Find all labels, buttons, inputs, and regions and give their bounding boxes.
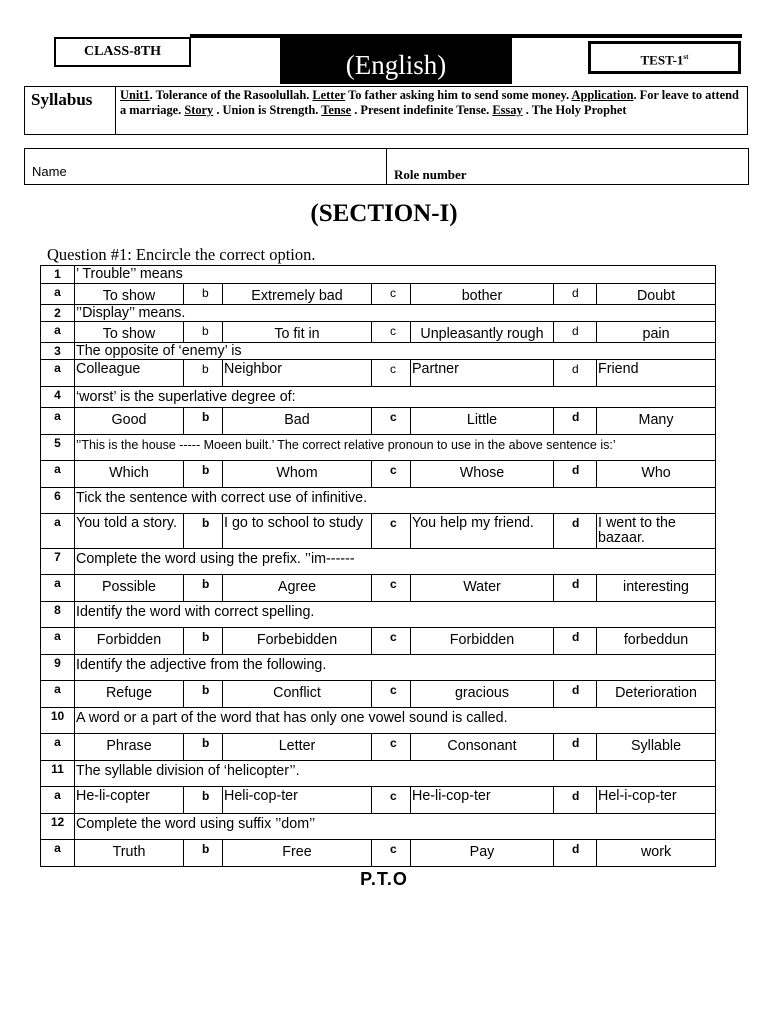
options-row xyxy=(41,628,716,655)
question-text: Tick the sentence with correct use of infinitive. xyxy=(75,488,716,514)
option-a[interactable]: Good xyxy=(75,408,184,435)
question-row xyxy=(41,708,716,734)
question-text: ’’This is the house ----- Moeen built.’ The correct relative pronoun to use in the above sentence is:’ xyxy=(75,435,716,461)
syllabus-tense: Tense xyxy=(321,103,352,117)
question-heading: Question #1: Encircle the correct option. xyxy=(47,245,316,264)
option-b[interactable]: Bad xyxy=(223,408,372,435)
question-number: 6 xyxy=(41,488,75,514)
option-a[interactable]: Refuge xyxy=(75,681,184,708)
option-c[interactable]: Little xyxy=(411,408,554,435)
option-a[interactable]: To show xyxy=(75,284,184,305)
option-letter-d: d xyxy=(554,681,597,708)
questions-table xyxy=(40,265,716,867)
section-title: (SECTION-I) xyxy=(310,200,458,227)
question-row xyxy=(41,266,716,284)
question-number: 8 xyxy=(41,602,75,628)
syllabus-part: To father asking him to send some money. xyxy=(345,88,572,102)
question-row xyxy=(41,655,716,681)
option-d[interactable]: forbeddun xyxy=(597,628,716,655)
option-d[interactable]: work xyxy=(597,840,716,867)
option-b[interactable]: Agree xyxy=(223,575,372,602)
question-text: ‘worst’ is the superlative degree of: xyxy=(75,387,716,408)
question-row xyxy=(41,305,716,322)
question-row xyxy=(41,488,716,514)
option-c[interactable]: Pay xyxy=(411,840,554,867)
option-letter-c: c xyxy=(372,681,411,708)
class-label: CLASS-8TH xyxy=(54,37,191,67)
question-text: ’’Display’’ means. xyxy=(75,305,716,322)
syllabus-text xyxy=(120,88,745,118)
option-d[interactable]: Many xyxy=(597,408,716,435)
option-b[interactable]: To fit in xyxy=(223,322,372,343)
option-c[interactable]: Partner xyxy=(411,360,554,387)
syllabus-letter: Letter xyxy=(312,88,346,102)
option-letter-a: a xyxy=(41,575,75,602)
option-letter-a: a xyxy=(41,840,75,867)
syllabus-story: Story xyxy=(184,103,214,117)
option-letter-b: b xyxy=(184,840,223,867)
option-letter-a: a xyxy=(41,514,75,549)
option-d[interactable]: Friend xyxy=(597,360,716,387)
student-info-box xyxy=(24,148,749,185)
option-b[interactable]: Extremely bad xyxy=(223,284,372,305)
student-info-divider xyxy=(386,149,387,184)
question-text: Identify the adjective from the following. xyxy=(75,655,716,681)
option-c[interactable]: He-li-cop-ter xyxy=(411,787,554,814)
option-b[interactable]: Heli-cop-ter xyxy=(223,787,372,814)
question-text: ’ Trouble’’ means xyxy=(75,266,716,284)
question-number: 7 xyxy=(41,549,75,575)
option-b[interactable]: Neighbor xyxy=(223,360,372,387)
option-c[interactable]: bother xyxy=(411,284,554,305)
option-letter-a: a xyxy=(41,360,75,387)
question-row xyxy=(41,814,716,840)
question-number: 12 xyxy=(41,814,75,840)
option-a[interactable]: To show xyxy=(75,322,184,343)
option-letter-d: d xyxy=(554,840,597,867)
syllabus-part: . The Holy Prophet xyxy=(522,103,627,117)
option-letter-b: b xyxy=(184,408,223,435)
option-d[interactable]: Deterioration xyxy=(597,681,716,708)
options-row xyxy=(41,575,716,602)
option-a[interactable]: Forbidden xyxy=(75,628,184,655)
question-row xyxy=(41,387,716,408)
option-a[interactable]: Colleague xyxy=(75,360,184,387)
option-b[interactable]: Forbebidden xyxy=(223,628,372,655)
option-letter-b: b xyxy=(184,575,223,602)
option-d[interactable]: Doubt xyxy=(597,284,716,305)
option-letter-a: a xyxy=(41,461,75,488)
options-row xyxy=(41,360,716,387)
option-b[interactable]: Free xyxy=(223,840,372,867)
option-c[interactable]: Forbidden xyxy=(411,628,554,655)
question-number: 5 xyxy=(41,435,75,461)
question-text: The syllable division of ‘helicopter’’. xyxy=(75,761,716,787)
option-b[interactable]: Letter xyxy=(223,734,372,761)
option-c[interactable]: Consonant xyxy=(411,734,554,761)
option-letter-d: d xyxy=(554,360,597,387)
option-letter-a: a xyxy=(41,322,75,343)
option-letter-d: d xyxy=(554,461,597,488)
options-row xyxy=(41,322,716,343)
option-letter-d: d xyxy=(554,284,597,305)
question-number: 10 xyxy=(41,708,75,734)
option-letter-d: d xyxy=(554,787,597,814)
option-c[interactable]: Unpleasantly rough xyxy=(411,322,554,343)
option-letter-d: d xyxy=(554,575,597,602)
option-letter-b: b xyxy=(184,360,223,387)
syllabus-part: . Present indefinite Tense. xyxy=(351,103,493,117)
option-c[interactable]: You help my friend. xyxy=(411,514,554,549)
option-letter-c: c xyxy=(372,575,411,602)
name-field[interactable]: Name xyxy=(32,164,67,179)
option-letter-a: a xyxy=(41,408,75,435)
option-a[interactable]: You told a story. xyxy=(75,514,184,549)
subject-title: (English) xyxy=(280,38,512,84)
options-row xyxy=(41,840,716,867)
test-label-text: TEST-1 xyxy=(640,52,684,68)
test-label-sup: st xyxy=(683,53,689,61)
option-a[interactable]: Phrase xyxy=(75,734,184,761)
option-letter-a: a xyxy=(41,787,75,814)
syllabus-label: Syllabus xyxy=(25,87,116,134)
question-text: Identify the word with correct spelling. xyxy=(75,602,716,628)
option-letter-d: d xyxy=(554,628,597,655)
syllabus-part: . For leave to attend a marriage. xyxy=(120,88,739,117)
option-d[interactable]: Hel-i-cop-ter xyxy=(597,787,716,814)
syllabus-part: . Tolerance of the Rasoolullah. xyxy=(149,88,313,102)
option-c[interactable]: Whose xyxy=(411,461,554,488)
option-a[interactable]: Which xyxy=(75,461,184,488)
option-letter-b: b xyxy=(184,322,223,343)
question-number: 4 xyxy=(41,387,75,408)
option-b[interactable]: Conflict xyxy=(223,681,372,708)
option-letter-c: c xyxy=(372,461,411,488)
question-text: A word or a part of the word that has only one vowel sound is called. xyxy=(75,708,716,734)
option-letter-b: b xyxy=(184,681,223,708)
option-c[interactable]: gracious xyxy=(411,681,554,708)
question-number: 2 xyxy=(41,305,75,322)
option-d[interactable]: interesting xyxy=(597,575,716,602)
option-a[interactable]: Truth xyxy=(75,840,184,867)
option-d[interactable]: I went to the bazaar. xyxy=(597,514,716,549)
options-row xyxy=(41,408,716,435)
option-letter-b: b xyxy=(184,461,223,488)
question-row xyxy=(41,602,716,628)
syllabus-application: Application xyxy=(571,88,634,102)
question-row xyxy=(41,343,716,360)
option-d[interactable]: Who xyxy=(597,461,716,488)
option-c[interactable]: Water xyxy=(411,575,554,602)
question-number: 11 xyxy=(41,761,75,787)
option-letter-d: d xyxy=(554,408,597,435)
options-row xyxy=(41,514,716,549)
option-letter-b: b xyxy=(184,284,223,305)
test-label xyxy=(588,41,741,74)
syllabus-part: . Union is Strength. xyxy=(213,103,322,117)
question-number: 9 xyxy=(41,655,75,681)
option-letter-b: b xyxy=(184,787,223,814)
options-row xyxy=(41,461,716,488)
option-letter-c: c xyxy=(372,514,411,549)
syllabus-box xyxy=(24,86,748,135)
option-letter-a: a xyxy=(41,681,75,708)
question-text: The opposite of ‘enemy’ is xyxy=(75,343,716,360)
option-a[interactable]: Possible xyxy=(75,575,184,602)
option-letter-d: d xyxy=(554,514,597,549)
syllabus-unit: Unit1 xyxy=(120,88,150,102)
question-row xyxy=(41,549,716,575)
option-d[interactable]: pain xyxy=(597,322,716,343)
option-letter-c: c xyxy=(372,284,411,305)
option-letter-d: d xyxy=(554,322,597,343)
roll-number-field[interactable]: Role number xyxy=(394,167,467,182)
option-letter-c: c xyxy=(372,408,411,435)
question-number: 3 xyxy=(41,343,75,360)
question-text: Complete the word using the prefix. ’’im------ xyxy=(75,549,716,575)
option-b[interactable]: Whom xyxy=(223,461,372,488)
option-letter-b: b xyxy=(184,734,223,761)
question-number: 1 xyxy=(41,266,75,284)
option-b[interactable]: I go to school to study xyxy=(223,514,372,549)
option-letter-c: c xyxy=(372,322,411,343)
option-letter-c: c xyxy=(372,787,411,814)
options-row xyxy=(41,734,716,761)
option-letter-c: c xyxy=(372,360,411,387)
options-row xyxy=(41,787,716,814)
question-row xyxy=(41,435,716,461)
option-letter-a: a xyxy=(41,628,75,655)
page-turn-note: P.T.O xyxy=(360,869,408,889)
option-d[interactable]: Syllable xyxy=(597,734,716,761)
option-a[interactable]: He-li-copter xyxy=(75,787,184,814)
options-row xyxy=(41,284,716,305)
option-letter-b: b xyxy=(184,514,223,549)
option-letter-a: a xyxy=(41,734,75,761)
option-letter-c: c xyxy=(372,840,411,867)
syllabus-essay: Essay xyxy=(492,103,523,117)
option-letter-c: c xyxy=(372,628,411,655)
option-letter-c: c xyxy=(372,734,411,761)
question-row xyxy=(41,761,716,787)
option-letter-d: d xyxy=(554,734,597,761)
option-letter-a: a xyxy=(41,284,75,305)
option-letter-b: b xyxy=(184,628,223,655)
question-text: Complete the word using suffix ’’dom’’ xyxy=(75,814,716,840)
options-row xyxy=(41,681,716,708)
